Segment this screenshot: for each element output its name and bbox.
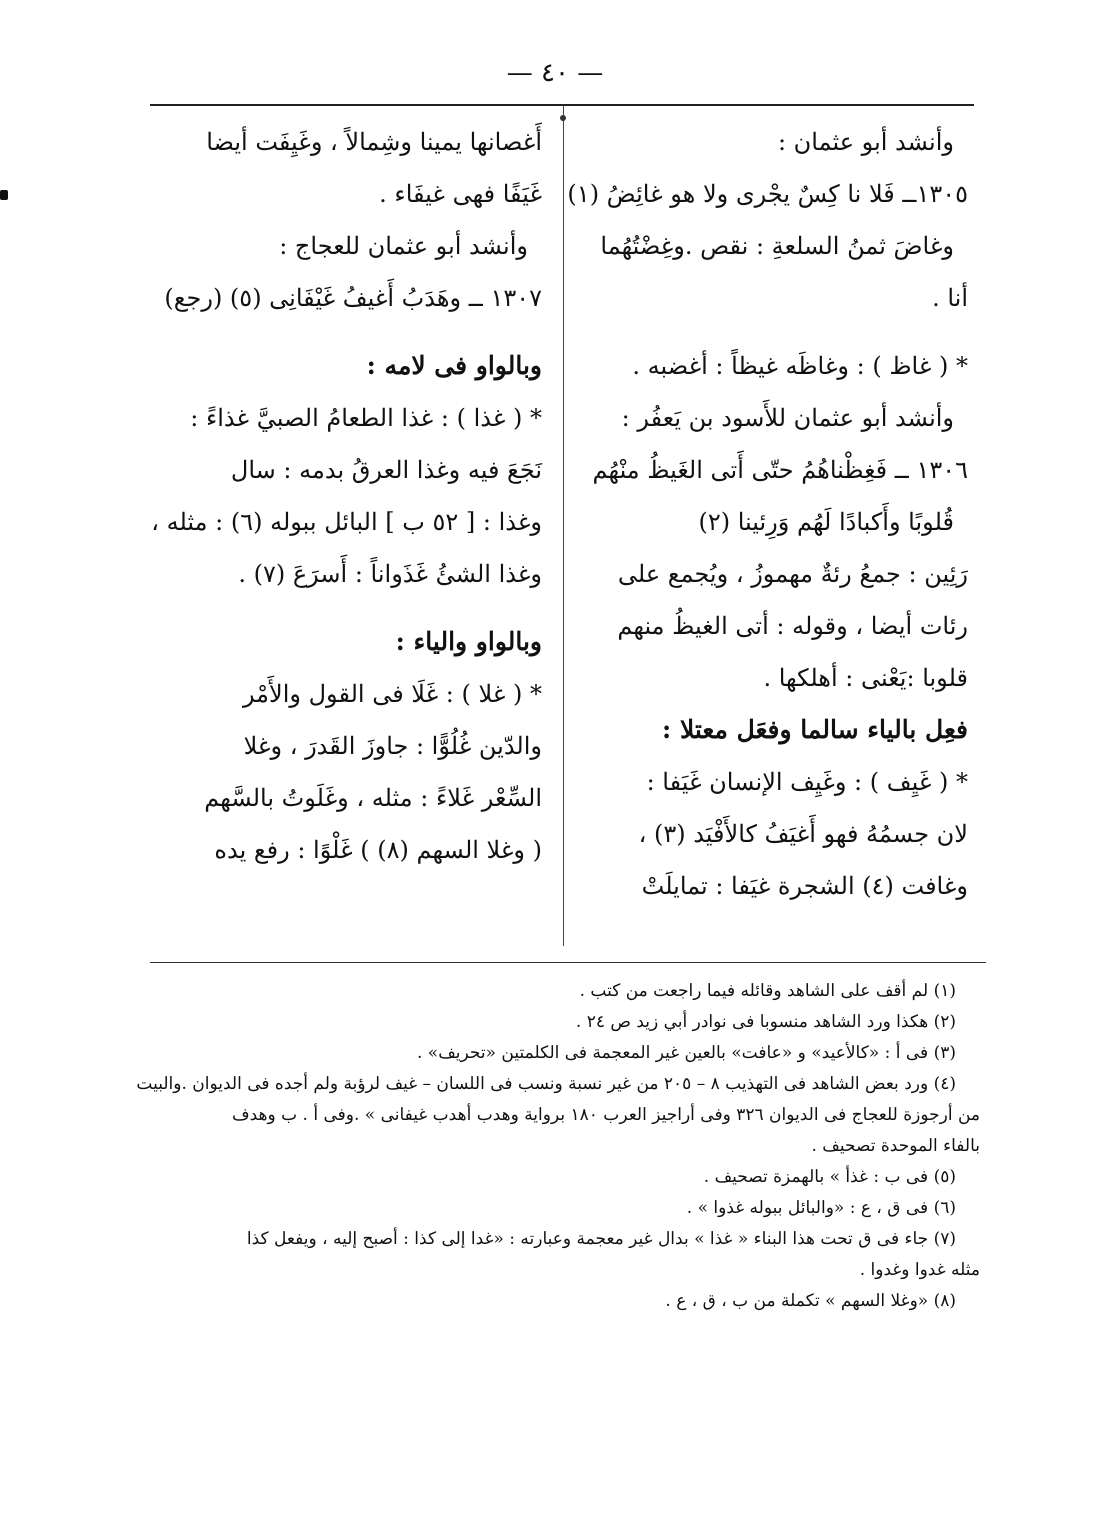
footnote-line: من أرجوزة للعجاج فى الديوان ٣٢٦ وفى أراجيز العرب ١٨٠ برواية وهدب أهدب غيفانى » .وفى أ . ب وهدف [231, 1105, 980, 1125]
footnote-line: (٦) فى ق ، ع : «والبائل ببوله غذوا » . [686, 1198, 956, 1218]
footnote-line: مثله غدوا وغدوا . [859, 1260, 980, 1280]
text-line: لان جسمُهُ فهو أَغيَفُ كالأَفْيَد (٣) ، [638, 820, 968, 848]
text-line: ( وغلا السهم (٨) ) غَلْوًا : رفع يده [214, 836, 542, 864]
column-divider [563, 106, 564, 946]
text-line: ١٣٠٥ــ فَلا نا كِسٌ يجْرى ولا هو غائِضُ (١) [567, 180, 968, 208]
text-line: وغذا : [ ٥٢ ب ] البائل ببوله (٦) : مثله ، [151, 508, 542, 536]
page-edge-mark [0, 190, 8, 200]
text-line: * ( غلا ) : غَلَا فى القول والأَمْر [242, 680, 542, 708]
right-column [567, 116, 968, 912]
text-line: * ( غاظ ) : وغاظَه غيظاً : أغضبه . [632, 352, 968, 380]
text-line: غَيَفًا فهى غيفَاء . [379, 180, 542, 208]
footnote-line: (١) لم أقف على الشاهد وقائله فيما راجعت من كتب . [579, 981, 956, 1001]
footnote-line: (٧) جاء فى ق تحت هذا البناء « غذا » بدال غير معجمة وعبارته : «غدا إلى كذا : أصبح إليه ، ويفعل كذا [246, 1229, 956, 1249]
text-line: ١٣٠٧ ــ وهَدَبُ أَغيفُ غَيْفَانِى (٥) (رجع) [164, 284, 542, 312]
text-line: فعِل بالياء سالما وفعَل معتلا : [662, 715, 968, 744]
text-line: رَئِين : جمعُ رئةٌ مهموزُ ، ويُجمع على [617, 560, 968, 588]
text-line: السِّعْر غَلاءً : مثله ، وغَلَوتُ بالسَّهم [204, 784, 542, 812]
text-line: وغافت (٤) الشجرة غيَفا : تمايلَتْ [641, 872, 968, 900]
footnotes [136, 976, 980, 1317]
header-rule [150, 104, 974, 106]
footnote-line: (٣) فى أ : «كالأعيد» و «عافت» بالعين غير المعجمة فى الكلمتين «تحريف» . [416, 1043, 956, 1063]
text-line [152, 324, 542, 340]
text-line: وأنشد أبو عثمان للعجاج : [279, 232, 528, 260]
footnote-rule [150, 962, 986, 963]
text-line: نَجَعَ فيه وغذا العرقُ بدمه : سال [230, 456, 542, 484]
footnote-line: (٢) هكذا ورد الشاهد منسوبا فى نوادر أبي زيد ص ٢٤ . [575, 1012, 956, 1032]
text-line: وغاضَ ثمنُ السلعةِ : نقص .وغِضْتُهُما [600, 232, 954, 260]
text-line: وبالواو والياء : [395, 627, 542, 656]
footnote-line: (٨) «وغلا السهم » تكملة من ب ، ق ، ع . [665, 1291, 956, 1311]
footnote-line: (٤) ورد بعض الشاهد فى التهذيب ٨ – ٢٠٥ من غير نسبة ونسب فى اللسان – غيف لرؤبة ولم أجده فى الديوان .والبيت [136, 1074, 956, 1094]
text-line: وأنشد أبو عثمان للأَسود بن يَعفُر : [621, 404, 954, 432]
text-line: ١٣٠٦ ــ فَغِظْناهُمُ حتّى أَتى الغَيظُ منْهُم [592, 456, 968, 484]
text-line: والدّين غُلُوًّا : جاوزَ القَدرَ ، وغلا [243, 732, 542, 760]
text-line: قلوبا :يَعْنى : أهلكها . [763, 664, 968, 692]
text-line: وأنشد أبو عثمان : [777, 128, 954, 156]
footnote-line: (٥) فى ب : غذأ » بالهمزة تصحيف . [703, 1167, 956, 1187]
text-line: رئات أيضا ، وقوله : أتى الغيظُ منهم [617, 612, 968, 640]
footnote-line: بالفاء الموحدة تصحيف . [811, 1136, 980, 1156]
text-line: وغذا الشئُ غَذَواناً : أَسرَعَ (٧) . [238, 560, 542, 588]
text-line: * ( غَيِف ) : وغَيِف الإنسان غَيَفا : [646, 768, 968, 796]
left-column [152, 116, 542, 876]
page-number: — ٤٠ — [506, 58, 604, 88]
text-line [152, 600, 542, 616]
text-line: أنا . [932, 284, 968, 312]
text-line: أَغصانها يمينا وشِمالاً ، وغَيِفَت أيضا [206, 128, 542, 156]
text-line: وبالواو فى لامه : [366, 351, 542, 380]
text-line: قُلوبًا وأَكبادًا لَهُم وَرِئينا (٢) [698, 508, 954, 536]
divider-dot [560, 115, 566, 121]
text-line: * ( غذا ) : غذا الطعامُ الصبيَّ غذاءً : [190, 404, 542, 432]
text-line [578, 324, 968, 340]
